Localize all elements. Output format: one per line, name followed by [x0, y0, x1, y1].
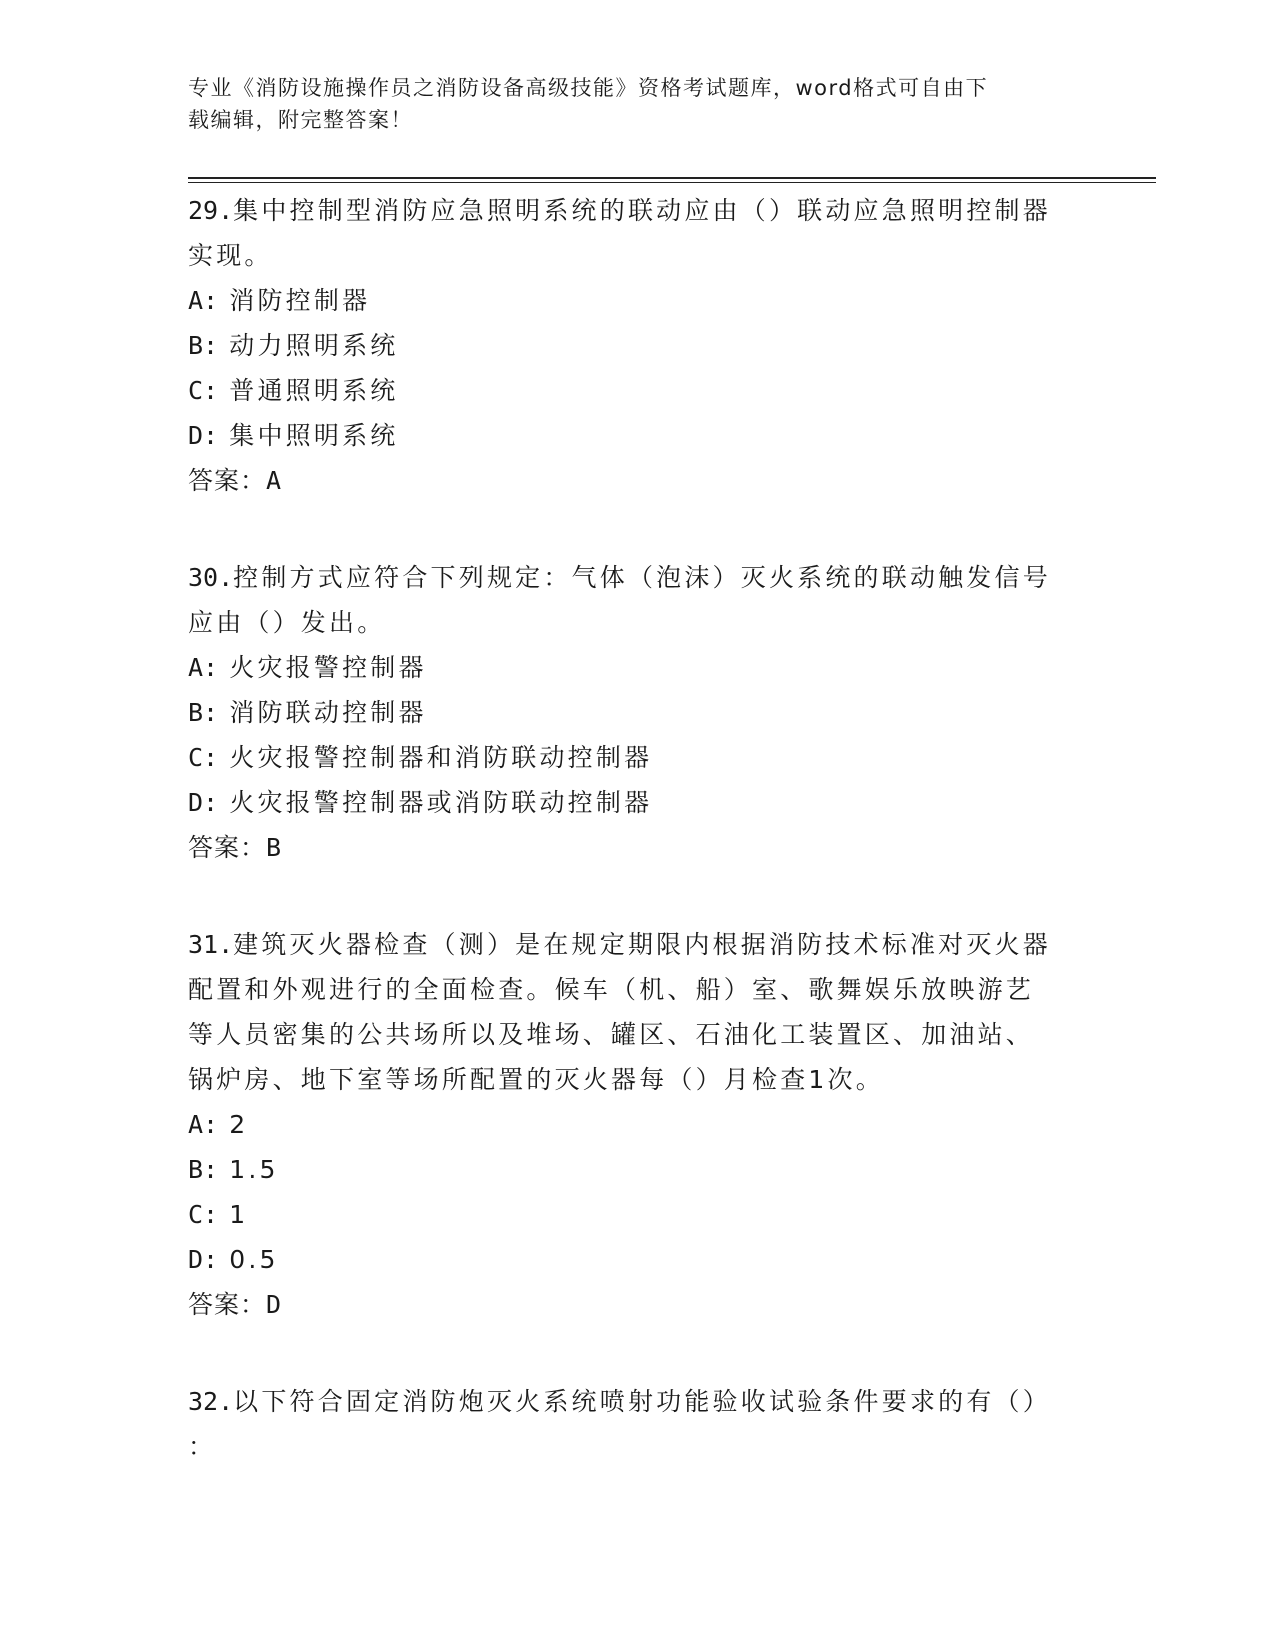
option-c [188, 368, 1068, 413]
option-text: 火灾报警控制器和消防联动控制器 [229, 743, 653, 772]
question-list [188, 188, 1068, 1521]
question-text-line-1: 控制方式应符合下列规定：气体（泡沫）灭火系统的联动触发信号 [233, 563, 1051, 592]
question-30 [188, 555, 1068, 870]
option-c [188, 1192, 1068, 1237]
option-text: 1.5 [229, 1155, 279, 1184]
option-b [188, 690, 1068, 735]
option-text: 普通照明系统 [229, 376, 399, 405]
header-divider-thick [188, 177, 1156, 179]
question-text-line-1: 建筑灭火器检查（测）是在规定期限内根据消防技术标准对灭火器 [233, 930, 1051, 959]
option-a [188, 645, 1068, 690]
option-text: 火灾报警控制器 [229, 653, 427, 682]
option-a [188, 1102, 1068, 1147]
answer-line [188, 825, 1068, 870]
question-text-line-1: 以下符合固定消防炮灭火系统喷射功能验收试验条件要求的有（） [233, 1387, 1051, 1416]
question-number: 32. [188, 1387, 234, 1416]
answer-value: B [266, 833, 283, 862]
answer-value: D [266, 1290, 283, 1319]
header-line-2: 载编辑，附完整答案！ [188, 108, 413, 132]
question-text-line-2: 应由（）发出。 [188, 608, 386, 637]
answer-label: 答案： [188, 466, 267, 495]
option-text: 2 [229, 1110, 249, 1139]
question-text-line-2: 配置和外观进行的全面检查。候车（机、船）室、歌舞娱乐放映游艺 [188, 975, 1035, 1004]
option-letter: D: [188, 1245, 219, 1274]
question-text-line-3: 等人员密集的公共场所以及堆场、罐区、石油化工装置区、加油站、 [188, 1020, 1035, 1049]
option-b [188, 1147, 1068, 1192]
question-text-line-4: 锅炉房、地下室等场所配置的灭火器每（）月检查1次。 [188, 1065, 884, 1094]
header-divider-thin [188, 182, 1156, 183]
option-letter: B: [188, 331, 219, 360]
option-b [188, 323, 1068, 368]
question-29 [188, 188, 1068, 503]
option-text: 火灾报警控制器或消防联动控制器 [229, 788, 653, 817]
question-text [188, 922, 1068, 967]
question-31 [188, 922, 1068, 1327]
question-text-line-1: 集中控制型消防应急照明系统的联动应由（）联动应急照明控制器 [233, 196, 1051, 225]
option-letter: C: [188, 1200, 219, 1229]
question-text-line-2: 实现。 [188, 241, 273, 270]
question-text [188, 1379, 1068, 1424]
question-number: 30. [188, 563, 234, 592]
option-d [188, 1237, 1068, 1282]
option-letter: A: [188, 286, 219, 315]
option-d [188, 413, 1068, 458]
option-text: 动力照明系统 [229, 331, 399, 360]
option-text: 0.5 [229, 1245, 279, 1274]
option-d [188, 780, 1068, 825]
option-letter: C: [188, 743, 219, 772]
question-text [188, 188, 1068, 233]
option-text: 消防控制器 [229, 286, 371, 315]
option-letter: B: [188, 1155, 219, 1184]
answer-label: 答案： [188, 833, 267, 862]
option-letter: D: [188, 421, 219, 450]
question-number: 29. [188, 196, 234, 225]
option-letter: D: [188, 788, 219, 817]
option-letter: A: [188, 653, 219, 682]
option-letter: B: [188, 698, 219, 727]
option-text: 1 [229, 1200, 249, 1229]
question-32 [188, 1379, 1068, 1469]
answer-line [188, 1282, 1068, 1327]
option-text: 集中照明系统 [229, 421, 399, 450]
header-line-1: 专业《消防设施操作员之消防设备高级技能》资格考试题库，word格式可自由下 [188, 76, 989, 100]
option-letter: A: [188, 1110, 219, 1139]
option-c [188, 735, 1068, 780]
document-header [188, 72, 1068, 136]
option-letter: C: [188, 376, 219, 405]
question-text-line-2: ： [188, 1432, 217, 1461]
option-a [188, 278, 1068, 323]
answer-line [188, 458, 1068, 503]
question-text [188, 555, 1068, 600]
question-number: 31. [188, 930, 234, 959]
answer-label: 答案： [188, 1290, 267, 1319]
answer-value: A [266, 466, 283, 495]
option-text: 消防联动控制器 [229, 698, 427, 727]
